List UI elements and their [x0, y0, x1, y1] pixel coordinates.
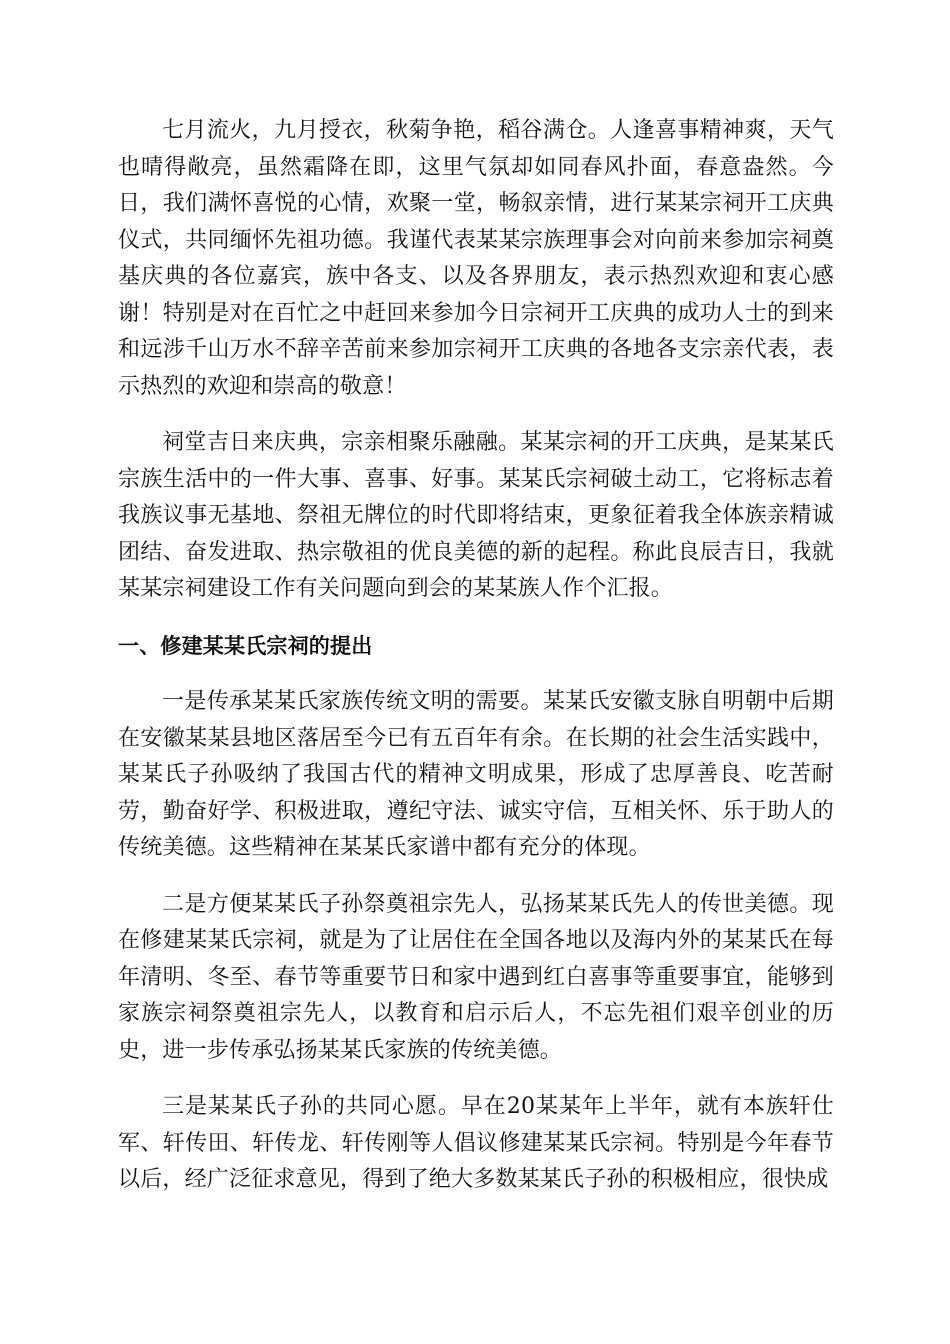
section-heading: 一、修建某某氏宗祠的提出 — [118, 633, 373, 658]
paragraph-reason-two: 二是方便某某氏子孙祭奠祖宗先人，弘扬某某氏先人的传世美德。现在修建某某氏宗祠，就是为了让居住在全国各地以及海内外的某某氏在每年清明、冬至、春节等重要节日和家中遇到红白喜事等重要事宜，能够到家族宗祠祭奠祖宗先人，以教育和启示后人，不忘先祖们艰辛创业的历史，进一步传承弘扬某某氏家族的传统美德。 — [118, 891, 834, 1063]
paragraph-reason-one: 一是传承某某氏家族传统文明的需要。某某氏安徽支脉自明朝中后期在安徽某某县地区落居至今已有五百年有余。在长期的社会生活实践中，某某氏子孙吸纳了我国古代的精神文明成果，形成了忠厚善良、吃苦耐劳，勤奋好学、积极进取，遵纪守法、诚实守信，互相关怀、乐于助人的传统美德。这些精神在某某氏家谱中都有充分的体现。 — [118, 689, 834, 860]
paragraph-ceremony: 祠堂吉日来庆典，宗亲相聚乐融融。某某宗祠的开工庆典，是某某氏宗族生活中的一件大事、喜事、好事。某某氏宗祠破土动工，它将标志着我族议事无基地、祭祖无牌位的时代即将结束，更象征着我全体族亲精诚团结、奋发进取、热宗敬祖的优良美德的新的起程。称此良辰吉日，我就某某宗祠建设工作有关问题向到会的某某族人作个汇报。 — [118, 430, 834, 601]
document-body — [118, 113, 834, 1219]
paragraph-reason-three: 三是某某氏子孙的共同心愿。早在20某某年上半年，就有本族轩仕军、轩传田、轩传龙、轩传刚等人倡议修建某某氏宗祠。特别是今年春节以后，经广泛征求意见，得到了绝大多数某某氏子孙的积极相应，很快成 — [118, 1094, 834, 1192]
paragraph-opening: 七月流火，九月授衣，秋菊争艳，稻谷满仓。人逢喜事精神爽，天气也晴得敞亮，虽然霜降在即，这里气氛却如同春风扑面，春意盎然。今日，我们满怀喜悦的心情，欢聚一堂，畅叙亲情，进行某某宗祠开工庆典仪式，共同缅怀先祖功德。我谨代表某某宗族理事会对向前来参加宗祠奠基庆典的各位嘉宾，族中各支、以及各界朋友，表示热烈欢迎和衷心感谢！特别是对在百忙之中赶回来参加今日宗祠开工庆典的成功人士的到来和远涉千山万水不辞辛苦前来参加宗祠开工庆典的各地各支宗亲代表，表示热烈的欢迎和崇高的敬意！ — [118, 118, 834, 399]
